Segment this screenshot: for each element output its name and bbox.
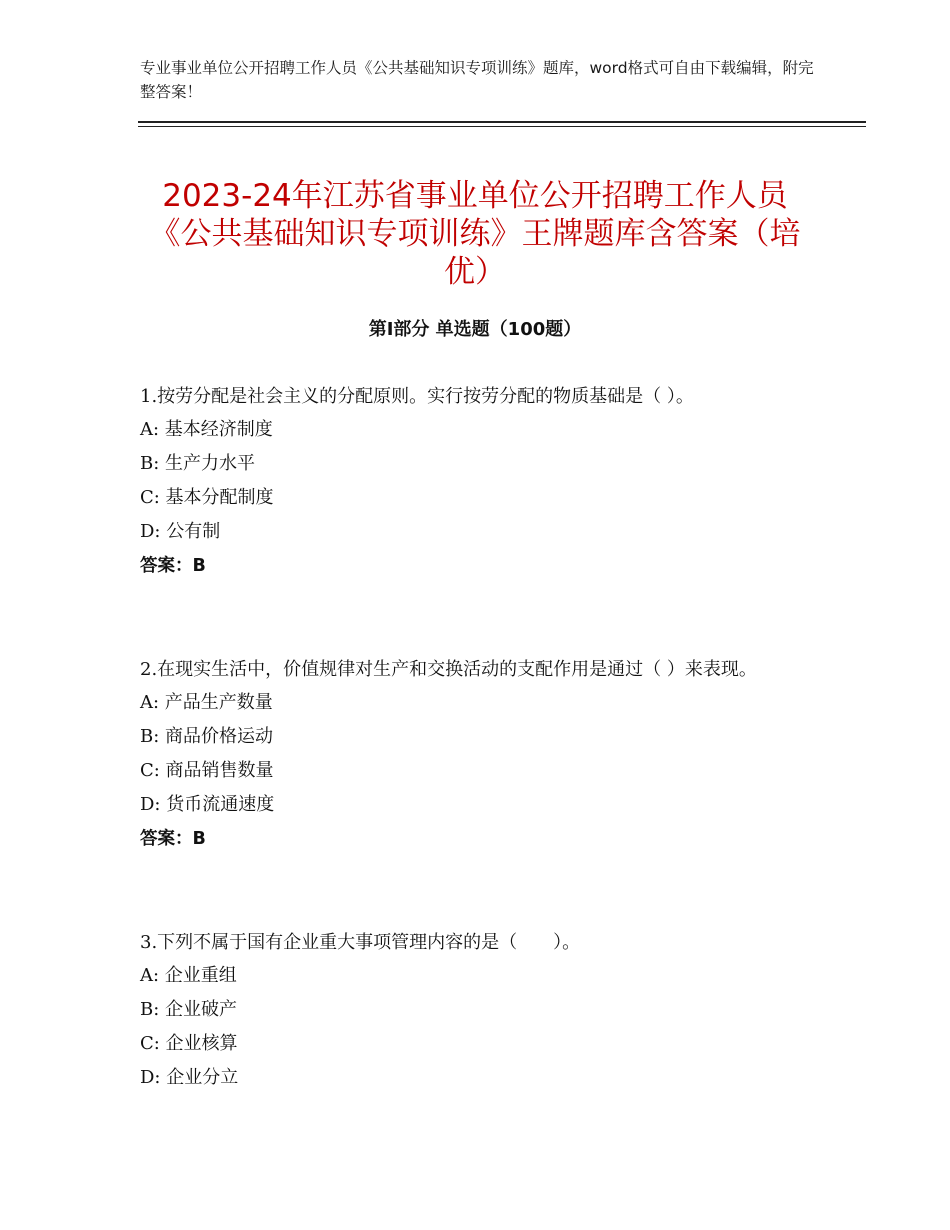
section-title: 第Ⅰ部分 单选题（100题） (368, 319, 582, 340)
answer: 答案：B (140, 556, 206, 576)
option-d: D: 货币流通速度 (140, 794, 275, 815)
option-d: D: 公有制 (140, 521, 221, 542)
question-1 (140, 380, 800, 583)
document-title: 2023-24年江苏省事业单位公开招聘工作人员《公共基础知识专项训练》王牌题库含答案（培优） (149, 177, 801, 290)
question-stem: 2.在现实生活中，价值规律对生产和交换活动的支配作用是通过（ ）来表现。 (140, 659, 757, 680)
question-2 (140, 653, 800, 856)
option-d: D: 企业分立 (140, 1067, 239, 1088)
option-c: C: 基本分配制度 (140, 487, 274, 508)
question-stem: 3.下列不属于国有企业重大事项管理内容的是（ ）。 (140, 932, 581, 953)
question-3 (140, 926, 800, 1095)
header-note: 专业事业单位公开招聘工作人员《公共基础知识专项训练》题库，word格式可自由下载编辑，附完整答案！ (140, 59, 814, 101)
option-a: A: 基本经济制度 (140, 419, 273, 440)
option-b: B: 企业破产 (140, 999, 238, 1020)
option-c: C: 商品销售数量 (140, 760, 274, 781)
option-b: B: 生产力水平 (140, 453, 256, 474)
header-divider-thick (138, 121, 866, 123)
option-b: B: 商品价格运动 (140, 726, 274, 747)
answer: 答案：B (140, 829, 206, 849)
header-divider-thin (138, 126, 866, 127)
option-a: A: 产品生产数量 (140, 692, 273, 713)
option-a: A: 企业重组 (140, 965, 237, 986)
option-c: C: 企业核算 (140, 1033, 238, 1054)
question-stem: 1.按劳分配是社会主义的分配原则。实行按劳分配的物质基础是（ ）。 (140, 386, 694, 407)
